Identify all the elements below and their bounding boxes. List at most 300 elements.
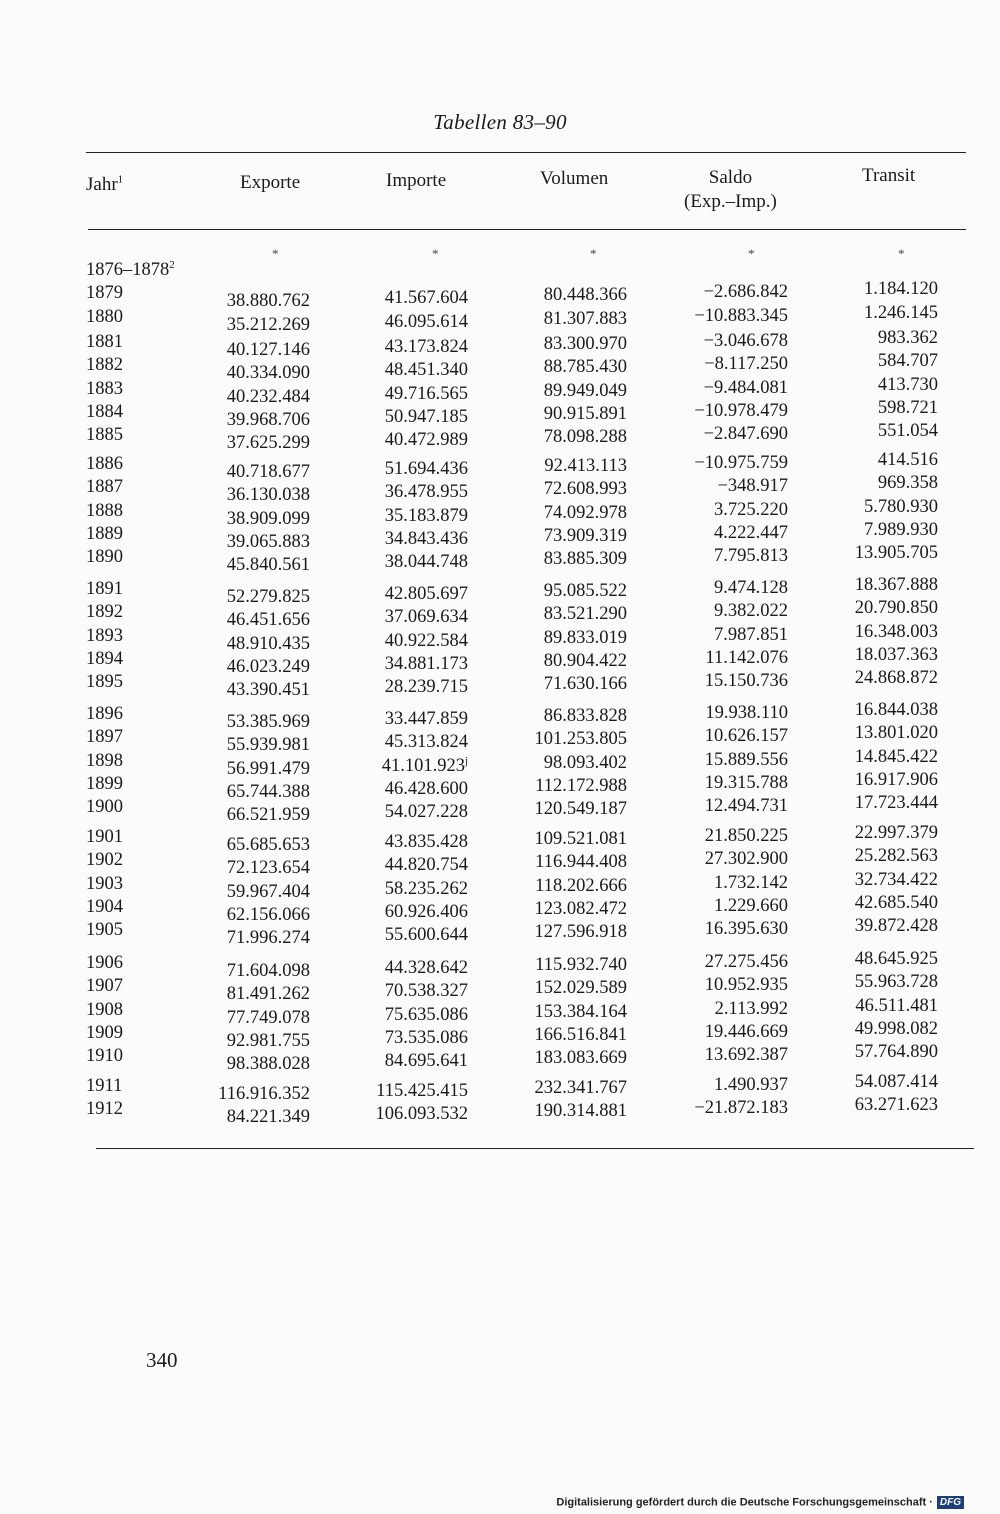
table-row	[0, 769, 1000, 802]
cell-importe	[385, 428, 468, 452]
cell-volumen-value: 232.341.767	[534, 1078, 627, 1098]
cell-year-value: 1906	[86, 953, 123, 973]
cell-exporte-value: 40.232.484	[226, 386, 310, 407]
cell-transit-value: 598.721	[877, 397, 938, 418]
cell-transit-value: 7.989.930	[864, 519, 938, 540]
cell-year	[86, 1097, 123, 1121]
cell-saldo-value: 1.229.660	[714, 895, 788, 916]
cell-transit	[855, 643, 938, 667]
cell-transit	[855, 768, 938, 792]
cell-volumen-value: 89.833.019	[543, 627, 627, 648]
cell-year-value: 1910	[86, 1046, 123, 1067]
cell-volumen-value: 88.785.430	[543, 357, 627, 378]
cell-volumen	[544, 307, 627, 331]
cell-exporte-value: 77.749.078	[226, 1007, 310, 1028]
cell-exporte-value: 45.840.561	[226, 555, 310, 576]
cell-year-value: 1895	[86, 672, 123, 693]
cell-exporte-value: 39.065.883	[226, 531, 310, 552]
cell-saldo-value: 27.302.900	[704, 849, 788, 870]
cell-exporte-value: 71.996.274	[226, 928, 310, 949]
cell-exporte-value: 46.451.656	[226, 610, 310, 631]
column-header-jahr	[86, 173, 123, 197]
cell-transit-value: 16.844.038	[854, 700, 938, 720]
cell-transit-value: 5.780.930	[864, 496, 938, 517]
cell-transit-value: 17.723.444	[854, 793, 938, 814]
cell-exporte-value: 66.521.959	[226, 805, 310, 826]
cell-year	[86, 452, 123, 476]
cell-importe-value: 40.472.989	[384, 430, 468, 451]
cell-transit	[855, 868, 938, 892]
cell-volumen	[535, 1099, 628, 1123]
cell-volumen-value: 73.909.319	[543, 525, 627, 546]
cell-transit	[855, 891, 938, 915]
cell-year	[86, 725, 123, 749]
cell-importe-value: 60.926.406	[384, 901, 468, 922]
cell-transit	[855, 721, 938, 745]
cell-saldo-value: 10.626.157	[704, 726, 788, 747]
cell-year	[86, 974, 123, 998]
cell-volumen-value: 153.384.164	[534, 1001, 627, 1022]
cell-year-value: 1911	[86, 1076, 123, 1096]
cell-saldo	[704, 422, 788, 446]
cell-exporte-value: 46.023.249	[226, 656, 310, 677]
cell-volumen-value: 116.944.408	[535, 852, 627, 873]
table-row	[0, 846, 1000, 879]
table-row	[0, 1042, 1000, 1075]
cell-exporte-value: 53.385.969	[226, 712, 310, 732]
cell-volumen	[544, 425, 627, 449]
cell-transit-value: 584.707	[877, 351, 938, 372]
table-row	[0, 621, 1000, 654]
cell-volumen	[535, 1046, 628, 1070]
cell-exporte-value: 48.910.435	[226, 633, 310, 654]
digitization-footer	[556, 1496, 964, 1509]
cell-volumen-value: 86.833.828	[543, 706, 627, 726]
cell-saldo	[714, 576, 788, 600]
cell-importe-value: 44.820.754	[384, 855, 468, 876]
cell-importe	[385, 1049, 468, 1073]
cell-volumen-value: 83.300.970	[543, 334, 627, 354]
cell-year-value: 1898	[86, 750, 123, 771]
cell-saldo-value: 2.113.992	[714, 998, 788, 1019]
cell-exporte-value: 56.991.479	[226, 758, 310, 779]
cell-volumen-value: 90.915.891	[543, 403, 627, 424]
cell-transit-value: 57.764.890	[854, 1042, 938, 1063]
cell-year-value: 1883	[86, 378, 123, 399]
cell-importe-value: 54.027.228	[384, 802, 468, 823]
cell-exporte-value: 55.939.981	[226, 735, 310, 756]
cell-exporte	[227, 678, 310, 702]
cell-saldo-value: 4.222.447	[714, 522, 788, 543]
cell-transit-value: 414.516	[877, 450, 938, 470]
cell-saldo-value: 1.732.142	[714, 872, 788, 893]
column-header-volumen: Volumen	[540, 168, 609, 189]
cell-importe-value: 84.695.641	[384, 1051, 468, 1072]
star-marker: *	[272, 246, 279, 261]
star-marker: *	[432, 246, 439, 261]
table-row	[0, 258, 1000, 282]
cell-saldo-value: −10.978.479	[694, 400, 788, 421]
table-row	[0, 972, 1000, 1005]
cell-transit	[855, 1040, 938, 1064]
cell-importe-value: 34.843.436	[384, 528, 468, 549]
column-header-saldo-sub: (Exp.–Imp.)	[684, 191, 777, 212]
table-row	[0, 328, 1000, 360]
table-row	[0, 869, 1000, 902]
cell-transit	[878, 471, 938, 495]
cell-transit	[855, 1070, 938, 1094]
column-header-transit: Transit	[862, 165, 916, 186]
cell-year-value: 1886	[86, 454, 123, 474]
cell-exporte-value: 62.156.066	[226, 904, 310, 925]
cell-transit-value: 16.917.906	[854, 769, 938, 790]
cell-transit-value: 48.645.925	[854, 949, 938, 969]
cell-saldo-value: −10.883.345	[694, 305, 788, 326]
cell-year	[86, 872, 123, 896]
cell-volumen-value: 183.083.669	[534, 1048, 627, 1069]
cell-year-value: 1896	[86, 704, 123, 724]
cell-exporte-value: 71.604.098	[226, 961, 310, 981]
cell-year	[86, 895, 123, 919]
cell-year	[86, 1044, 123, 1068]
cell-year	[86, 330, 123, 354]
cell-transit-value: 39.872.428	[854, 916, 938, 937]
cell-volumen-value: 95.085.522	[543, 581, 627, 601]
cell-exporte-value: 38.880.762	[226, 291, 310, 312]
cell-saldo	[714, 521, 788, 545]
table-row	[0, 374, 1000, 407]
cell-transit-value: 55.963.728	[854, 972, 938, 993]
cell-year-value: 1876–1878	[86, 260, 170, 280]
page-number: 340	[146, 1348, 178, 1372]
cell-transit	[855, 994, 938, 1018]
table-header-rule	[88, 229, 966, 230]
cell-importe-value: 45.313.824	[384, 732, 468, 753]
cell-year-value: 1904	[86, 896, 123, 917]
cell-saldo-value: −10.975.759	[694, 453, 788, 473]
cell-importe-value: 51.694.436	[384, 459, 468, 479]
cell-exporte-value: 39.968.706	[226, 409, 310, 430]
cell-exporte	[227, 1105, 310, 1129]
cell-exporte-value: 35.212.269	[226, 314, 310, 335]
cell-saldo	[705, 1043, 788, 1067]
cell-saldo-value: 15.889.556	[704, 749, 788, 770]
cell-exporte-value: 43.390.451	[226, 680, 310, 701]
cell-transit	[878, 419, 938, 443]
cell-importe-value: 37.069.634	[384, 607, 468, 628]
cell-saldo-value: −8.117.250	[704, 354, 788, 375]
cell-year	[86, 670, 123, 694]
cell-importe-value: 73.535.086	[384, 1027, 468, 1048]
cell-volumen-value: 89.949.049	[543, 380, 627, 401]
cell-saldo	[704, 376, 788, 400]
cell-importe-value: 75.635.086	[384, 1004, 468, 1025]
cell-volumen-value: 83.885.309	[543, 549, 627, 570]
cell-importe-value: 44.328.642	[384, 958, 468, 978]
cell-exporte-value: 38.909.099	[226, 508, 310, 529]
cell-saldo-value: 10.952.935	[704, 975, 788, 996]
cell-transit-value: 42.685.540	[854, 892, 938, 913]
cell-volumen-value: 115.932.740	[535, 955, 627, 975]
cell-transit-value: 13.801.020	[854, 723, 938, 744]
cell-importe-value: 40.922.584	[384, 630, 468, 651]
footnote-marker: j	[464, 754, 468, 767]
cell-importe-value: 41.101.923	[381, 755, 465, 776]
cell-transit	[855, 1093, 938, 1117]
cell-saldo-value: 16.395.630	[704, 919, 788, 940]
cell-year-value: 1881	[86, 332, 123, 352]
cell-saldo-value: −21.872.183	[694, 1098, 788, 1119]
cell-transit-value: 13.905.705	[854, 543, 938, 564]
cell-saldo	[704, 352, 788, 376]
cell-year	[86, 702, 123, 726]
cell-volumen-value: 118.202.666	[535, 875, 627, 896]
cell-year	[86, 848, 123, 872]
cell-year-value: 1879	[86, 283, 123, 304]
cell-saldo	[714, 1073, 788, 1097]
table-row	[0, 892, 1000, 925]
cell-year-value: 1897	[86, 727, 123, 748]
table-row	[0, 949, 1000, 981]
cell-saldo	[705, 701, 788, 725]
cell-exporte	[227, 1052, 310, 1076]
table-row	[0, 995, 1000, 1028]
star-marker: *	[898, 246, 905, 261]
cell-year-value: 1903	[86, 873, 123, 894]
cell-saldo	[694, 304, 788, 328]
cell-saldo	[705, 917, 788, 941]
cell-transit-value: 16.348.003	[854, 621, 938, 642]
cell-volumen-value: 78.098.288	[543, 427, 627, 448]
column-header-exporte: Exporte	[240, 172, 301, 193]
cell-year	[86, 499, 123, 523]
cell-exporte-value: 116.916.352	[218, 1084, 310, 1104]
cell-exporte-value: 40.718.677	[226, 462, 310, 482]
cell-importe	[385, 800, 468, 824]
cell-saldo-value: 3.725.220	[714, 499, 788, 520]
cell-saldo	[705, 1020, 788, 1044]
cell-saldo-value: 21.850.225	[704, 826, 788, 846]
cell-importe-value: 55.600.644	[384, 925, 468, 946]
table-row	[0, 700, 1000, 732]
cell-year-value: 1893	[86, 625, 123, 646]
cell-saldo	[704, 280, 788, 304]
cell-year	[86, 522, 123, 546]
cell-volumen-value: 166.516.841	[534, 1024, 627, 1045]
cell-transit-value: 1.184.120	[864, 279, 938, 300]
cell-transit	[855, 821, 938, 845]
cell-year	[86, 281, 123, 305]
cell-saldo-value: −9.484.081	[703, 377, 788, 398]
cell-volumen-value: 81.307.883	[543, 308, 627, 329]
cell-importe-value: 48.451.340	[384, 360, 468, 381]
table-row	[0, 496, 1000, 529]
cell-volumen-value: 112.172.988	[535, 775, 627, 796]
cell-transit-value: 54.087.414	[854, 1072, 938, 1092]
dfg-logo: DFG	[937, 1496, 964, 1509]
cell-transit-value: 969.358	[877, 473, 938, 494]
table-bottom-rule	[96, 1148, 974, 1149]
cell-saldo-value: −2.847.690	[703, 424, 788, 445]
cell-transit	[855, 791, 938, 815]
table-row	[0, 519, 1000, 552]
cell-transit	[878, 326, 938, 350]
cell-saldo-value: −3.046.678	[703, 331, 788, 351]
cell-year	[86, 377, 123, 401]
table-top-rule	[86, 152, 966, 153]
cell-importe-value: 28.239.715	[384, 677, 468, 698]
cell-transit-value: 551.054	[877, 421, 938, 442]
cell-exporte-value: 52.279.825	[226, 587, 310, 607]
table-row	[0, 668, 1000, 701]
cell-year	[86, 1074, 122, 1098]
cell-volumen-value: 98.093.402	[543, 752, 627, 773]
cell-saldo	[714, 599, 788, 623]
cell-year-value: 1902	[86, 850, 123, 871]
cell-importe-value: 70.538.327	[384, 981, 468, 1002]
cell-year	[86, 624, 123, 648]
cell-volumen-value: 80.904.422	[543, 650, 627, 671]
cell-year	[86, 1021, 123, 1045]
cell-saldo	[715, 997, 788, 1021]
cell-saldo	[705, 669, 788, 693]
cell-transit	[855, 620, 938, 644]
cell-saldo	[705, 748, 788, 772]
cell-saldo	[705, 973, 788, 997]
cell-year-value: 1888	[86, 500, 123, 521]
cell-transit-value: 18.367.888	[854, 575, 938, 595]
cell-volumen	[544, 547, 627, 571]
cell-transit	[878, 448, 938, 472]
cell-transit	[855, 1017, 938, 1041]
table-row	[0, 1072, 1000, 1104]
cell-exporte	[227, 803, 310, 827]
cell-year-value: 1880	[86, 306, 123, 327]
star-marker: *	[748, 246, 755, 261]
cell-saldo	[717, 474, 788, 498]
cell-transit	[855, 947, 938, 971]
table-row	[0, 450, 1000, 482]
cell-exporte-value: 40.334.090	[226, 363, 310, 384]
cell-volumen-value: 72.608.993	[543, 479, 627, 500]
cell-year-value: 1901	[86, 827, 123, 847]
cell-saldo-value: 19.315.788	[704, 772, 788, 793]
cell-transit-value: 413.730	[877, 374, 938, 395]
cell-saldo	[714, 623, 788, 647]
cell-transit	[855, 666, 938, 690]
cell-transit	[864, 495, 938, 519]
column-header-jahr-label: Jahr	[86, 174, 118, 195]
cell-volumen-value: 80.448.366	[543, 285, 627, 306]
cell-volumen-value: 74.092.978	[543, 502, 627, 523]
cell-importe-value: 58.235.262	[384, 878, 468, 899]
cell-year	[86, 305, 123, 329]
cell-saldo	[694, 399, 788, 423]
cell-exporte-value: 72.123.654	[226, 858, 310, 879]
cell-importe-value: 38.044.748	[384, 552, 468, 573]
cell-saldo	[714, 871, 788, 895]
cell-importe-value: 106.093.532	[375, 1104, 468, 1125]
cell-transit-value: 49.998.082	[854, 1018, 938, 1039]
cell-year-value: 1889	[86, 523, 123, 544]
cell-year	[86, 918, 123, 942]
cell-exporte-value: 81.491.262	[226, 984, 310, 1005]
cell-saldo-value: 15.150.736	[704, 671, 788, 692]
cell-year	[86, 772, 123, 796]
cell-year	[86, 795, 123, 819]
cell-importe-value: 42.805.697	[384, 584, 468, 604]
cell-importe-value: 33.447.859	[384, 709, 468, 729]
cell-importe-value: 46.428.600	[384, 778, 468, 799]
cell-saldo	[705, 724, 788, 748]
cell-year-value: 1899	[86, 773, 123, 794]
cell-exporte-value: 92.981.755	[226, 1030, 310, 1051]
table-row	[0, 723, 1000, 756]
cell-year	[86, 647, 123, 671]
page-header-title: Tabellen 83–90	[433, 110, 567, 134]
cell-saldo-value: 19.446.669	[704, 1021, 788, 1042]
column-header-importe: Importe	[386, 170, 447, 191]
cell-transit	[855, 541, 938, 565]
table-row	[0, 916, 1000, 949]
cell-transit-value: 14.845.422	[854, 746, 938, 767]
cell-transit	[864, 301, 938, 325]
cell-year-value: 1892	[86, 602, 123, 623]
cell-transit-value: 22.997.379	[854, 823, 938, 843]
cell-importe-value: 34.881.173	[384, 653, 468, 674]
table-row	[0, 746, 1000, 779]
cell-importe-value: 115.425.415	[376, 1081, 468, 1101]
cell-importe-value: 49.716.565	[384, 383, 468, 404]
cell-transit	[864, 277, 938, 301]
cell-transit-value: 46.511.481	[855, 995, 938, 1016]
cell-year-value: 1905	[86, 920, 123, 941]
cell-importe-value: 50.947.185	[384, 406, 468, 427]
cell-year-value: 1887	[86, 477, 123, 498]
cell-exporte-value: 37.625.299	[226, 433, 310, 454]
cell-saldo	[694, 451, 788, 475]
cell-exporte-value: 36.130.038	[226, 485, 310, 506]
cell-year	[86, 577, 123, 601]
cell-year-value: 1909	[86, 1022, 123, 1043]
cell-exporte	[227, 926, 310, 950]
cell-exporte-value: 65.744.388	[226, 781, 310, 802]
cell-year	[86, 353, 123, 377]
cell-saldo	[704, 329, 788, 353]
cell-saldo	[705, 847, 788, 871]
cell-importe-value: 36.478.955	[384, 482, 468, 503]
table-row	[0, 598, 1000, 631]
cell-importe-value: 43.173.824	[384, 337, 468, 357]
cell-saldo	[705, 824, 788, 848]
table-row	[0, 351, 1000, 384]
cell-importe	[376, 1102, 469, 1126]
cell-saldo	[714, 544, 788, 568]
cell-transit	[855, 914, 938, 938]
cell-transit	[878, 373, 938, 397]
cell-volumen-value: 83.521.290	[543, 604, 627, 625]
cell-year	[86, 545, 123, 569]
cell-volumen-value: 71.630.166	[543, 674, 627, 695]
cell-saldo	[705, 950, 788, 974]
cell-year-value: 1907	[86, 976, 123, 997]
cell-volumen-value: 101.253.805	[534, 729, 627, 750]
cell-volumen-value: 120.549.187	[534, 799, 627, 820]
cell-exporte-value: 40.127.146	[226, 340, 310, 360]
cell-saldo	[714, 498, 788, 522]
cell-year	[86, 423, 123, 447]
cell-volumen	[544, 672, 627, 696]
